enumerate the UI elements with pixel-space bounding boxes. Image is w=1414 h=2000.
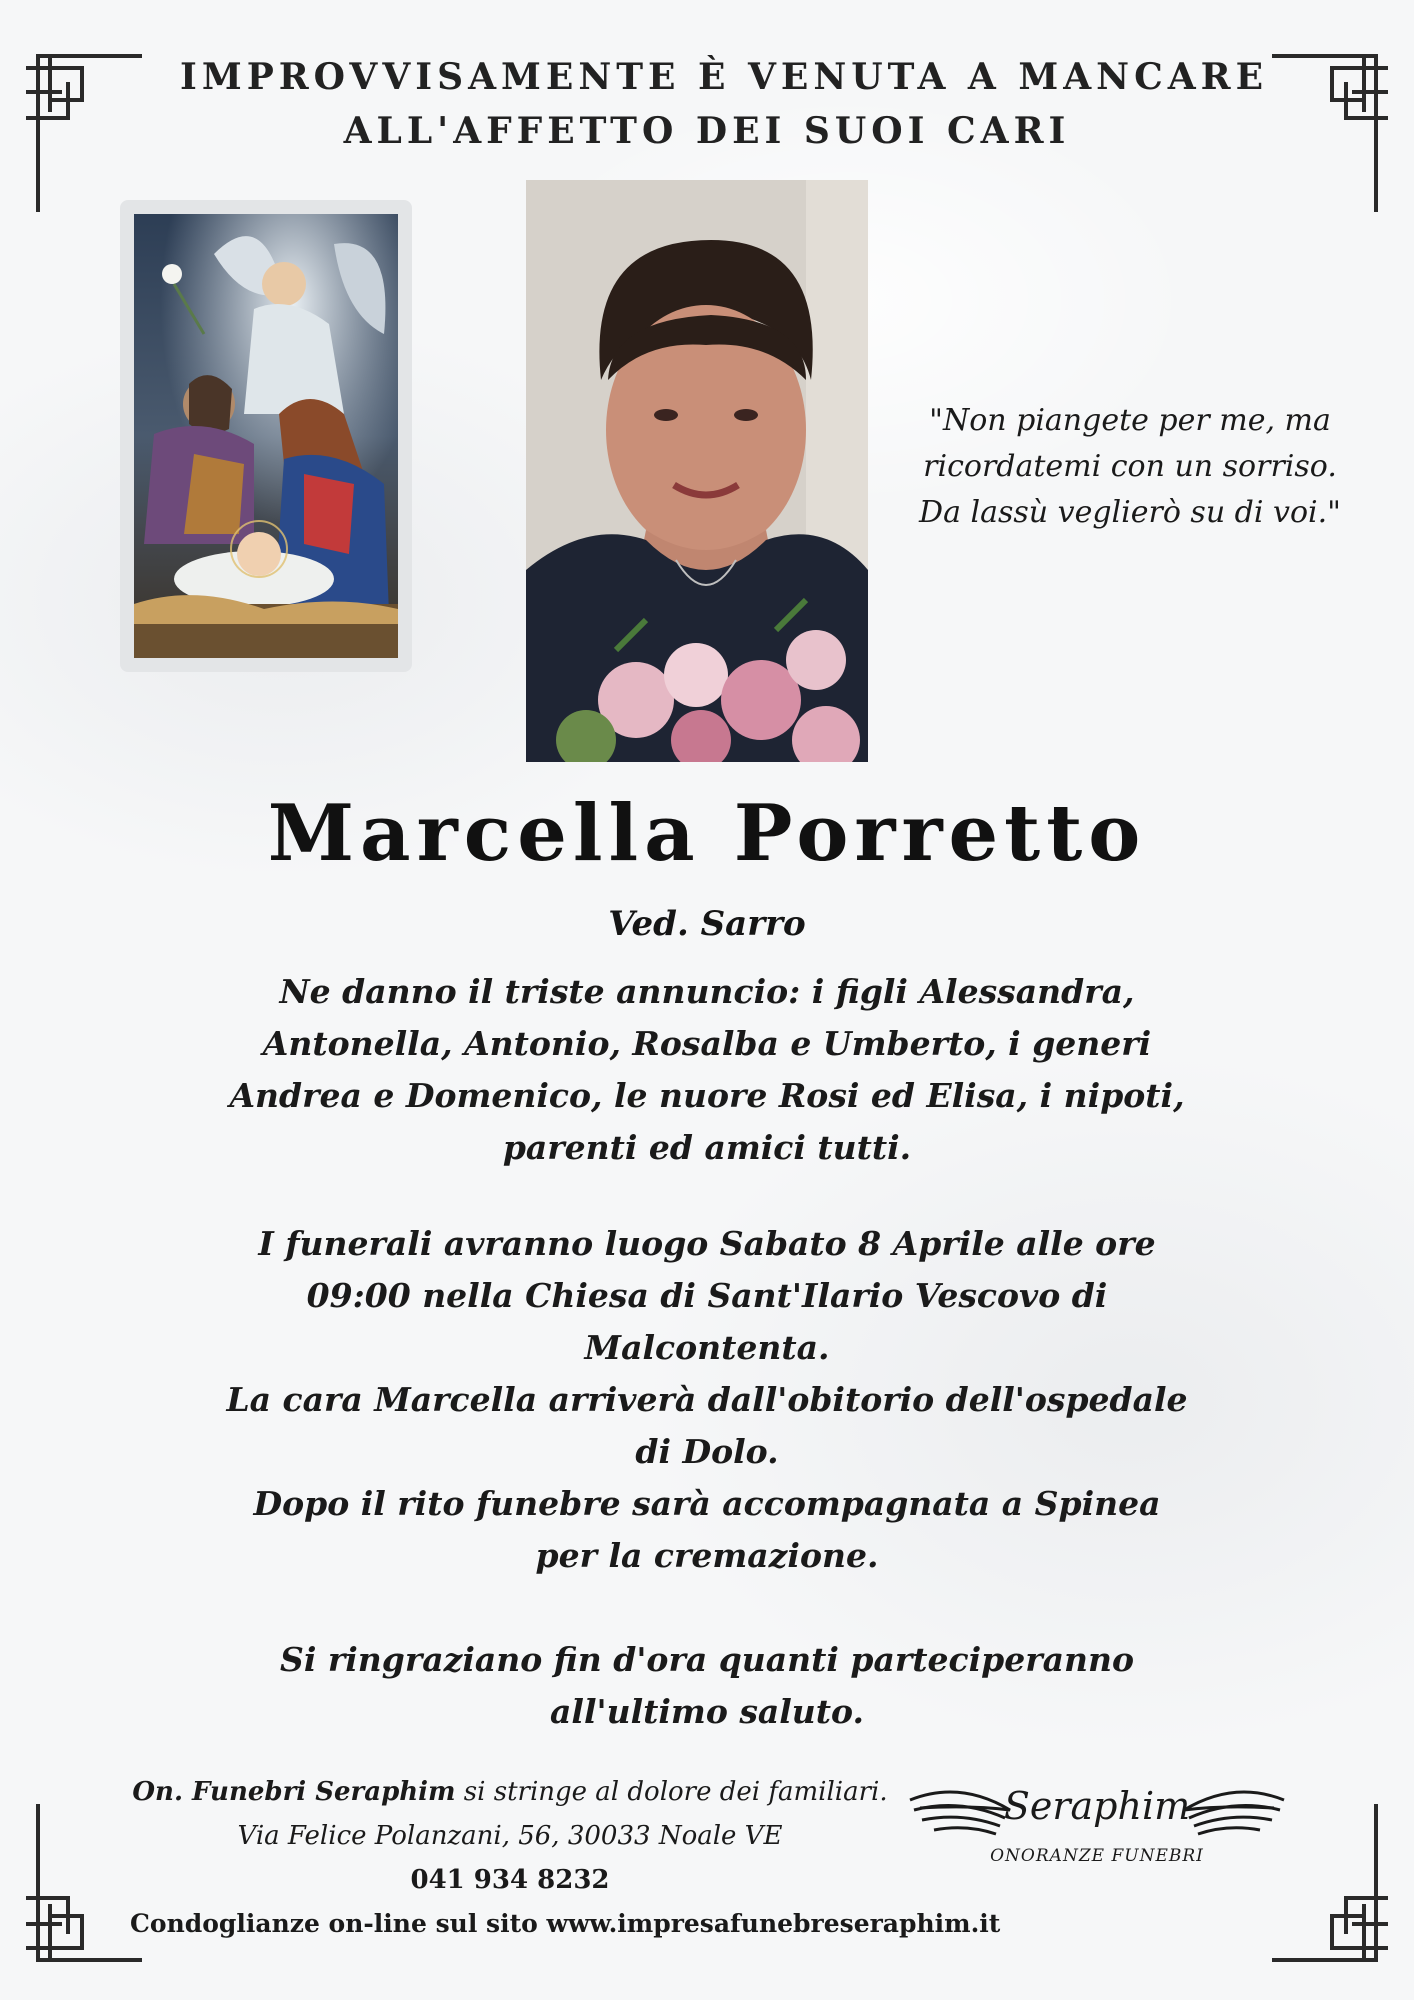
logo-name: Seraphim <box>1003 1784 1191 1828</box>
announcement-line: Andrea e Domenico, le nuore Rosi ed Elisa, i nipoti, <box>229 1076 1185 1115</box>
corner-ornament-icon <box>22 52 152 222</box>
nativity-image-icon <box>134 214 398 658</box>
portrait-image-icon <box>526 180 868 762</box>
condolences-website[interactable]: Condoglianze on-line sul sito www.impresafunebreseraphim.it <box>130 1909 1001 1938</box>
seraphim-logo <box>900 1780 1294 1890</box>
funeral-line: 09:00 nella Chiesa di Sant'Ilario Vescovo di <box>306 1276 1108 1315</box>
funeral-details <box>157 1218 1257 1582</box>
thanks-text <box>157 1634 1257 1738</box>
thanks-line: Si ringraziano fin d'ora quanti parteciperanno <box>280 1640 1134 1679</box>
announcement-line: Antonella, Antonio, Rosalba e Umberto, i generi <box>262 1024 1152 1063</box>
quote-line-1: "Non piangete per me, ma <box>929 403 1331 438</box>
agency-tagline: si stringe al dolore dei familiari. <box>455 1777 888 1807</box>
announcement-line: Ne danno il triste annuncio: i figli Alessandra, <box>279 972 1135 1011</box>
quote-line-3: Da lassù veglierò su di voi." <box>919 495 1341 530</box>
announcement-text <box>157 966 1257 1174</box>
header-title <box>180 50 1269 158</box>
logo-subtitle: ONORANZE FUNEBRI <box>990 1846 1204 1866</box>
agency-address: Via Felice Polanzani, 56, 30033 Noale VE <box>237 1821 783 1851</box>
corner-ornament-icon <box>1262 52 1392 222</box>
funeral-line: I funerali avranno luogo Sabato 8 Aprile alle ore <box>258 1224 1156 1263</box>
agency-name: On. Funebri Seraphim <box>132 1777 456 1807</box>
header-line-1: IMPROVVISAMENTE È VENUTA A MANCARE <box>180 56 1269 98</box>
deceased-subtitle: Ved. Sarro <box>608 904 806 944</box>
agency-info <box>130 1770 1001 1946</box>
funeral-line: La cara Marcella arriverà dall'obitorio dell'ospedale <box>226 1380 1188 1419</box>
portrait-photo <box>526 180 868 762</box>
quote-line-2: ricordatemi con un sorriso. <box>923 449 1337 484</box>
header-line-2: ALL'AFFETTO DEI SUOI CARI <box>343 110 1071 152</box>
funeral-line: Dopo il rito funebre sarà accompagnata a Spinea <box>253 1484 1161 1523</box>
holy-card-image <box>120 200 412 672</box>
announcement-line: parenti ed amici tutti. <box>502 1128 912 1167</box>
funeral-line: di Dolo. <box>635 1432 779 1471</box>
thanks-line: all'ultimo saluto. <box>550 1692 864 1731</box>
agency-line <box>130 1770 890 1814</box>
deceased-name: Marcella Porretto <box>267 788 1147 879</box>
agency-phone[interactable]: 041 934 8232 <box>410 1865 610 1895</box>
memorial-quote <box>880 398 1380 536</box>
funeral-line: Malcontenta. <box>584 1328 830 1367</box>
funeral-line: per la cremazione. <box>535 1536 879 1575</box>
